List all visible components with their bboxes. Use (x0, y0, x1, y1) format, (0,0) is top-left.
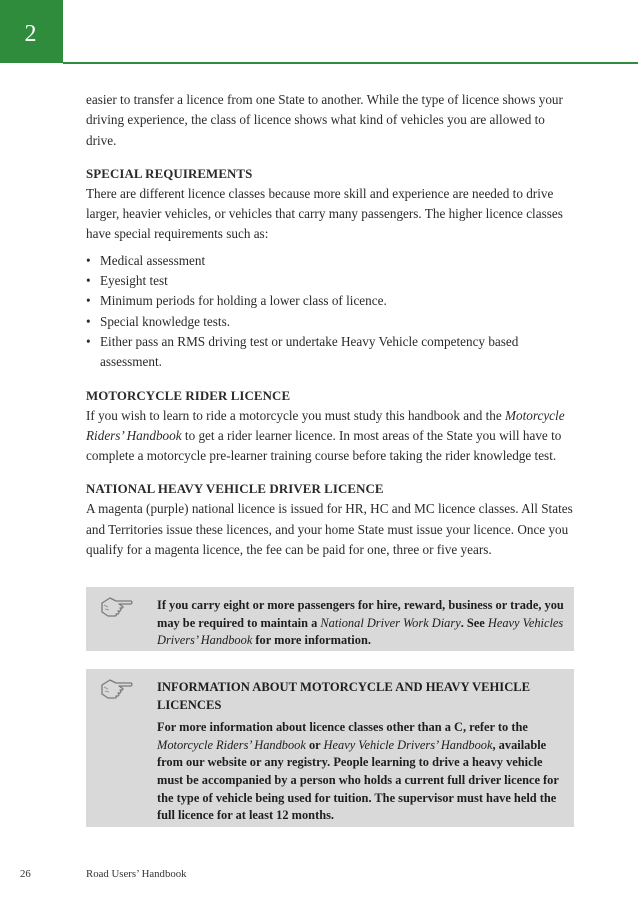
list-item: • Medical assessment (86, 251, 576, 271)
heavy-vehicle-handbook-title: Heavy Vehicle Drivers’ Handbook (323, 737, 493, 752)
requirements-list (86, 251, 576, 373)
list-item: • Minimum periods for holding a lower class of licence. (86, 291, 576, 311)
motorcycle-book-title: Motorcycle Riders’ Handbook (86, 407, 565, 443)
page-number: 26 (20, 868, 31, 880)
chapter-number: 2 (24, 21, 37, 47)
motorcycle-text-start: If you wish to learn to ride a motorcycle you must study this handbook and the (86, 407, 505, 423)
pointing-hand-icon (100, 595, 134, 619)
note1-text-end: for more information. (252, 633, 371, 648)
motorcycle-heading: MOTORCYCLE RIDER LICENCE (86, 388, 291, 403)
note2-text-mid: or (305, 737, 324, 752)
special-requirements-paragraph: There are different licence classes because more skill and experience are needed to drive larger, heavier vehicles, or vehicles that carry many passengers. The higher licence classes have special requirements such as: (86, 185, 563, 242)
intro-paragraph: easier to transfer a licence from one State to another. While the type of licence shows your driving experience, the class of licence shows what kind of vehicles you are allowed to drive. (86, 92, 563, 148)
list-item: • Special knowledge tests. (86, 312, 576, 332)
licence-info-note-box (86, 669, 574, 827)
passenger-note-text (157, 597, 567, 650)
list-item: • Eyesight test (86, 271, 576, 291)
note1-text-mid: . See (460, 615, 488, 630)
motorcycle-paragraph (86, 406, 576, 467)
work-diary-title: National Driver Work Diary (320, 615, 461, 630)
header-rule (63, 62, 638, 64)
licence-info-body (157, 719, 567, 825)
list-item: • Either pass an RMS driving test or undertake Heavy Vehicle competency based assessment. (86, 332, 576, 373)
licence-info-heading: INFORMATION ABOUT MOTORCYCLE AND HEAVY VEHICLE LICENCES (157, 680, 531, 712)
heavy-vehicle-paragraph: A magenta (purple) national licence is issued for HR, HC and MC licence classes. All States and Territories issue these licences, and your home State must issue your licence. Once you qualify for a magenta licence, the fee can be paid for one, three or five years. (86, 501, 573, 558)
note2-text-start: For more information about licence classes other than a C, refer to the (157, 720, 528, 735)
footer-title: Road Users’ Handbook (86, 868, 187, 880)
special-requirements-heading: SPECIAL REQUIREMENTS (86, 166, 253, 181)
chapter-number-badge (0, 0, 63, 63)
main-content (86, 90, 576, 573)
motorcycle-text-end: to get a rider learner licence. In most areas of the State you will have to complete a motorcycle pre-learner training course before taking the rider knowledge test. (86, 427, 562, 464)
pointing-hand-icon (100, 677, 134, 701)
motorcycle-handbook-title: Motorcycle Riders’ Handbook (157, 737, 306, 752)
note1-text-start: If you carry eight or more passengers for hire, reward, business or trade, you may be required to maintain a (157, 598, 564, 630)
passenger-note-box (86, 587, 574, 651)
licence-info-note-text (157, 679, 567, 825)
heavy-vehicle-handbook-title: Heavy Vehicles Drivers’ Handbook (157, 615, 564, 648)
heavy-vehicle-heading: NATIONAL HEAVY VEHICLE DRIVER LICENCE (86, 482, 384, 497)
note2-text-end: , available from our website or any registry. People learning to drive a heavy vehicle must be accompanied by a person who holds a current full driver licence for the type of vehicle being used for tuition. The supervisor must have held the full licence for at least 12 months. (157, 737, 559, 823)
